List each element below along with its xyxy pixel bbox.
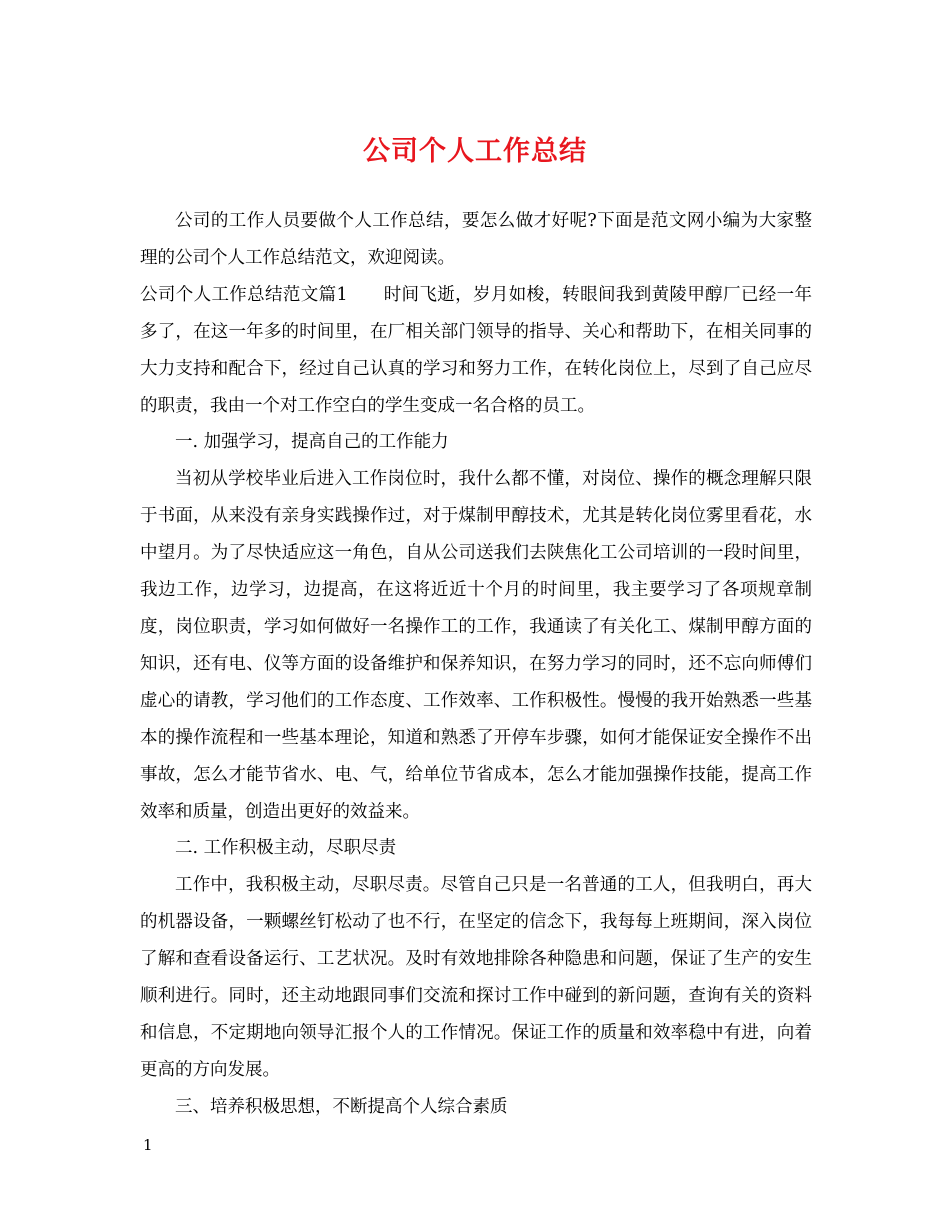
page-number: 1 bbox=[143, 1136, 153, 1154]
document-body bbox=[140, 203, 812, 1126]
section-heading-three: 三、培养积极思想，不断提高个人综合素质 bbox=[175, 1096, 508, 1117]
section-heading-one: 一. 加强学习，提高自己的工作能力 bbox=[175, 432, 449, 453]
document-title: 公司个人工作总结 bbox=[363, 136, 587, 167]
section-heading-two: 二. 工作积极主动，尽职尽责 bbox=[175, 838, 397, 859]
section-two-paragraph: 工作中，我积极主动，尽职尽责。尽管自己只是一名普通的工人，但我明白，再大的机器设备，一颗螺丝钉松动了也不行，在坚定的信念下，我每每上班期间，深入岗位了解和查看设备运行、工艺状况。及时有效地排除各种隐患和问题，保证了生产的安生顺利进行。同时，还主动地跟同事们交流和探讨工作中碰到的新问题，查询有关的资料和信息，不定期地向领导汇报个人的工作情况。保证工作的质量和效率稳中有进，向着更高的方向发展。 bbox=[140, 875, 812, 1080]
intro-paragraph: 公司的工作人员要做个人工作总结，要怎么做才好呢?下面是范文网小编为大家整理的公司个人工作总结范文，欢迎阅读。 bbox=[140, 211, 812, 268]
sample-one-paragraph: 公司个人工作总结范文篇1 时间飞逝，岁月如梭，转眼间我到黄陵甲醇厂已经一年多了，在这一年多的时间里，在厂相关部门领导的指导、关心和帮助下，在相关同事的大力支持和配合下，经过自己认真的学习和努力工作，在转化岗位上，尽到了自己应尽的职责，我由一个对工作空白的学生变成一名合格的员工。 bbox=[140, 284, 812, 416]
section-one-paragraph: 当初从学校毕业后进入工作岗位时，我什么都不懂，对岗位、操作的概念理解只限于书面，从来没有亲身实践操作过，对于煤制甲醇技术，尤其是转化岗位雾里看花，水中望月。为了尽快适应这一角色，自从公司送我们去陕焦化工公司培训的一段时间里，我边工作，边学习，边提高，在这将近近十个月的时间里，我主要学习了各项规章制度，岗位职责，学习如何做好一名操作工的工作，我通读了有关化工、煤制甲醇方面的知识，还有电、仪等方面的设备维护和保养知识，在努力学习的同时，还不忘向师傅们虚心的请教，学习他们的工作态度、工作效率、工作积极性。慢慢的我开始熟悉一些基本的操作流程和一些基本理论，知道和熟悉了开停车步骤，如何才能保证安全操作不出事故，怎么才能节省水、电、气，给单位节省成本，怎么才能加强操作技能，提高工作效率和质量，创造出更好的效益来。 bbox=[140, 469, 812, 822]
